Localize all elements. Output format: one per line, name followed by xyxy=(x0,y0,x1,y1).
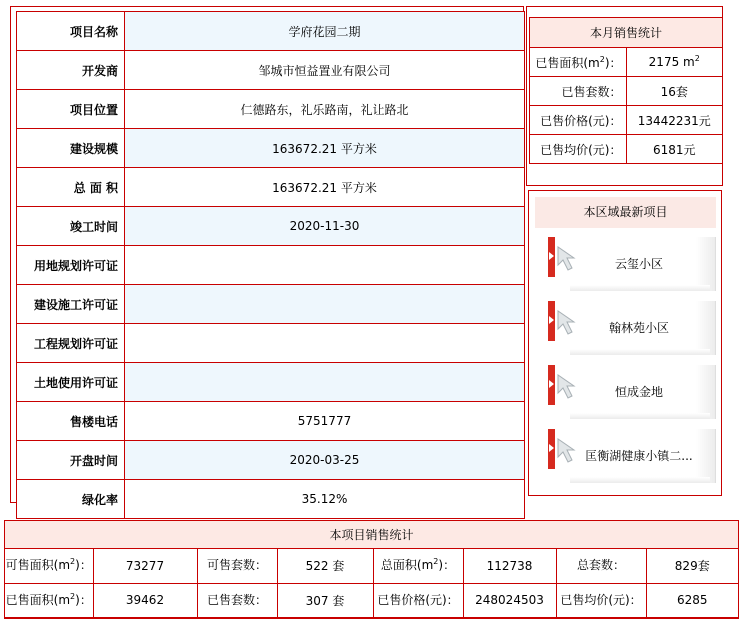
info-row-green-rate xyxy=(17,480,525,519)
card-shadow xyxy=(570,477,710,483)
monthly-sold-area-value: 2175 $m^2$ xyxy=(626,48,723,77)
monthly-sold-price-label: 已售价格(元)： xyxy=(530,106,627,135)
monthly-sold-units-value: 16套 xyxy=(626,77,723,106)
info-label: 建设规模 xyxy=(17,129,125,168)
info-label: 竣工时间 xyxy=(17,207,125,246)
sold-area-label: 已售面积$(m^2)$： xyxy=(5,583,93,617)
accent-bar-icon xyxy=(548,237,555,277)
project-stats-row-sold xyxy=(5,583,738,617)
latest-project-name: 恒成金地 xyxy=(614,385,663,399)
sold-price-label: 已售价格(元)： xyxy=(373,583,463,617)
sold-avg-price-label: 已售均价(元)： xyxy=(556,583,646,617)
project-sales-stats xyxy=(4,520,739,619)
accent-bar-icon xyxy=(548,365,555,405)
total-units-value: 829套 xyxy=(646,549,738,583)
monthly-avg-price-label: 已售均价(元)： xyxy=(530,135,627,164)
available-units-label: 可售套数： xyxy=(197,549,277,583)
info-label: 项目位置 xyxy=(17,90,125,129)
sold-avg-price-value: 6285 xyxy=(646,583,738,617)
info-label: 开盘时间 xyxy=(17,441,125,480)
info-value xyxy=(125,324,525,363)
monthly-sold-units-label: 已售套数： xyxy=(530,77,627,106)
info-value: 163672.21 平方米 xyxy=(125,129,525,168)
info-row-total-area xyxy=(17,168,525,207)
info-label: 工程规划许可证 xyxy=(17,324,125,363)
project-stats-title: 本项目销售统计 xyxy=(5,521,738,549)
info-row-location xyxy=(17,90,525,129)
card-shadow xyxy=(570,413,710,419)
info-value: 邹城市恒益置业有限公司 xyxy=(125,51,525,90)
info-row-developer xyxy=(17,51,525,90)
card-shadow xyxy=(570,285,710,291)
monthly-stats-title: 本月销售统计 xyxy=(530,18,723,48)
latest-projects-panel xyxy=(528,190,722,496)
info-row-sales-phone xyxy=(17,402,525,441)
sold-price-value: 248024503 xyxy=(463,583,556,617)
info-row-opening xyxy=(17,441,525,480)
sold-units-value: 307 套 xyxy=(277,583,373,617)
info-label: 总 面 积 xyxy=(17,168,125,207)
sold-area-value: 39462 xyxy=(93,583,197,617)
info-row-name xyxy=(17,12,525,51)
latest-project-name: 云玺小区 xyxy=(614,257,663,271)
info-label: 土地使用许可证 xyxy=(17,363,125,402)
info-value: 学府花园二期 xyxy=(125,12,525,51)
total-units-label: 总套数： xyxy=(556,549,646,583)
monthly-stats-panel xyxy=(526,6,723,186)
sold-units-label: 已售套数： xyxy=(197,583,277,617)
info-value: 2020-11-30 xyxy=(125,207,525,246)
accent-bar-icon xyxy=(548,301,555,341)
info-label: 售楼电话 xyxy=(17,402,125,441)
info-label: 绿化率 xyxy=(17,480,125,519)
monthly-sold-area-label: 已售面积$(m^2)$： xyxy=(530,48,627,77)
info-row-construction-permit xyxy=(17,285,525,324)
info-row-land-plan-permit xyxy=(17,246,525,285)
card-shadow xyxy=(570,349,710,355)
available-area-value: 73277 xyxy=(93,549,197,583)
info-value: 5751777 xyxy=(125,402,525,441)
info-label: 项目名称 xyxy=(17,12,125,51)
info-value xyxy=(125,246,525,285)
latest-project-name: 匡衡湖健康小镇二... xyxy=(585,449,693,463)
latest-project-link[interactable] xyxy=(548,237,716,291)
info-value: 35.12% xyxy=(125,480,525,519)
info-row-completion xyxy=(17,207,525,246)
total-area-value: 112738 xyxy=(463,549,556,583)
latest-project-link[interactable] xyxy=(548,429,716,483)
info-value: 163672.21 平方米 xyxy=(125,168,525,207)
info-value: 2020-03-25 xyxy=(125,441,525,480)
info-value: 仁德路东，礼乐路南，礼让路北 xyxy=(125,90,525,129)
available-units-value: 522 套 xyxy=(277,549,373,583)
info-row-scale xyxy=(17,129,525,168)
info-label: 建设施工许可证 xyxy=(17,285,125,324)
info-row-land-use-permit xyxy=(17,363,525,402)
available-area-label: 可售面积$(m^2)$： xyxy=(5,549,93,583)
accent-bar-icon xyxy=(548,429,555,469)
latest-project-name: 翰林苑小区 xyxy=(608,321,669,335)
latest-project-link[interactable] xyxy=(548,365,716,419)
monthly-avg-price-value: 6181元 xyxy=(626,135,723,164)
latest-project-link[interactable] xyxy=(548,301,716,355)
info-value xyxy=(125,363,525,402)
project-info-panel xyxy=(10,6,524,507)
info-row-engineering-permit xyxy=(17,324,525,363)
monthly-sold-price-value: 13442231元 xyxy=(626,106,723,135)
project-info-table xyxy=(16,11,525,519)
latest-projects-title: 本区域最新项目 xyxy=(535,197,716,228)
info-label: 用地规划许可证 xyxy=(17,246,125,285)
project-stats-row-available xyxy=(5,549,738,583)
monthly-stats-table xyxy=(529,17,723,164)
info-value xyxy=(125,285,525,324)
project-stats-table xyxy=(5,549,738,618)
info-label: 开发商 xyxy=(17,51,125,90)
total-area-label: 总面积$(m^2)$： xyxy=(373,549,463,583)
